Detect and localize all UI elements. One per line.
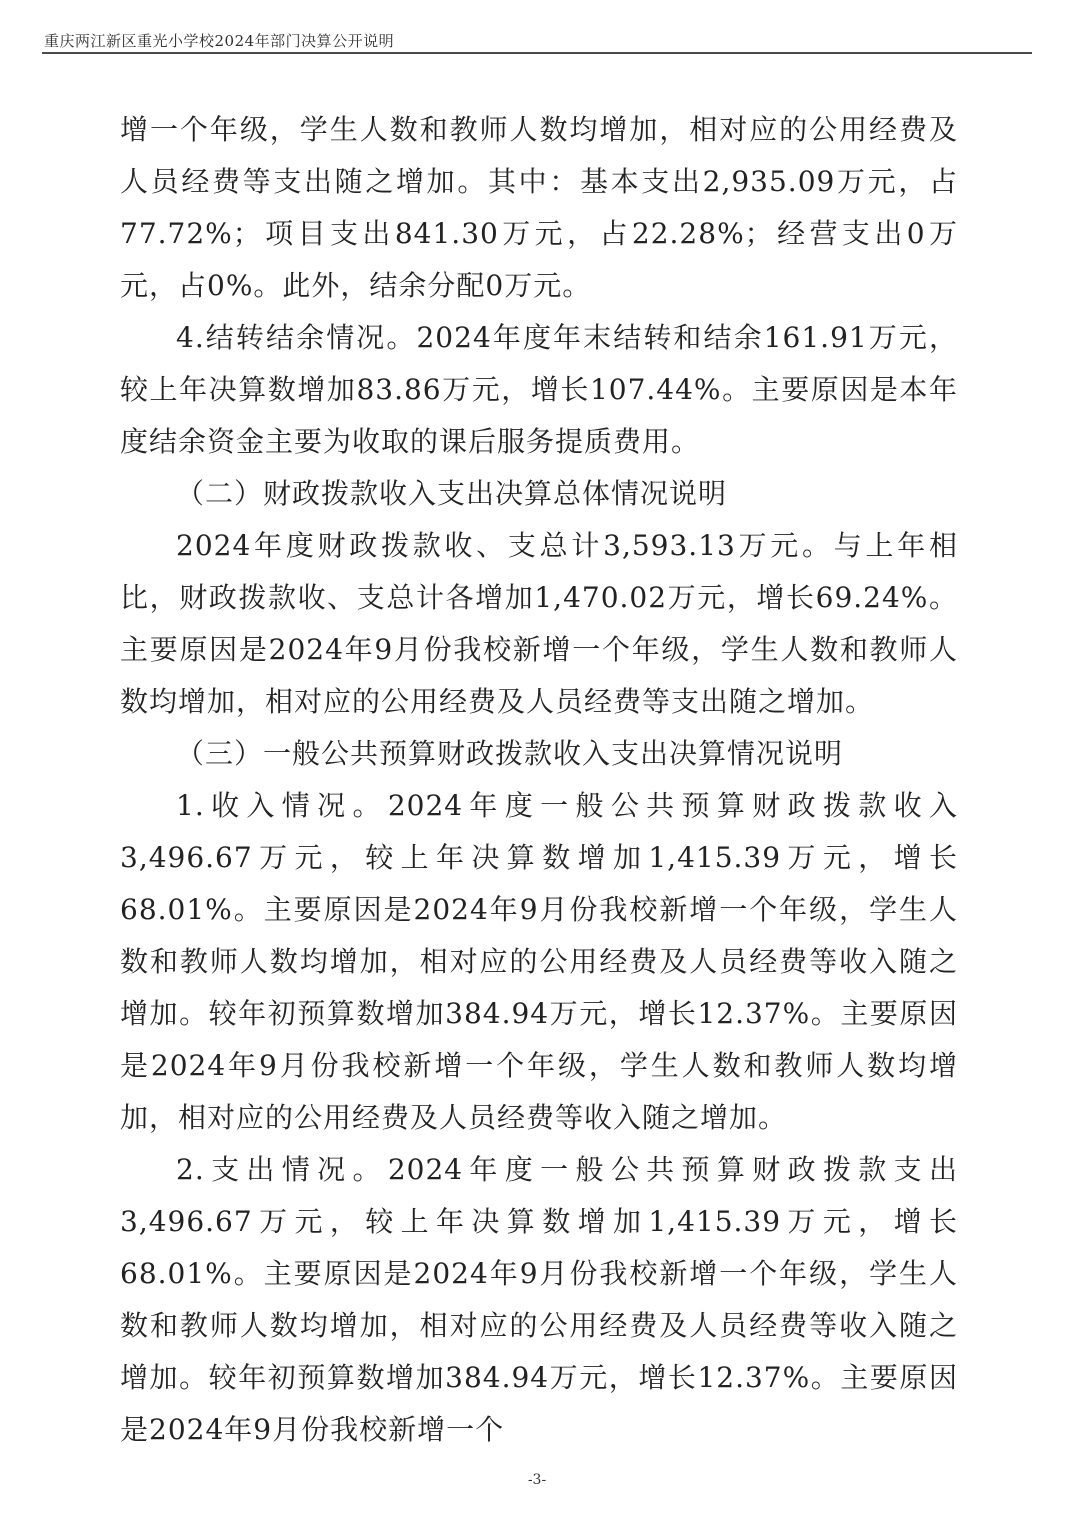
para-expenditure-situation: 2.支出情况。2024年度一般公共预算财政拨款支出3,496.67万元，较上年决算数增加1,415.39万元，增长68.01%。主要原因是2024年9月份我校新增一个年级，学生人数和教师人数均增加，相对应的公用经费及人员经费等收入随之增加。较年初预算数增加384.94万元，增长12.37%。主要原因是2024年9月份我校新增一个 xyxy=(120,1153,958,1446)
running-header-title: 重庆两江新区重光小学校2024年部门决算公开说明 xyxy=(44,32,395,50)
heading-section-3: （三）一般公共预算财政拨款收入支出决算情况说明 xyxy=(176,737,844,770)
para-carryforward-balance: 4.结转结余情况。2024年度年末结转和结余161.91万元，较上年决算数增加83.86万元，增长107.44%。主要原因是本年度结余资金主要为收取的课后服务提质费用。 xyxy=(120,321,958,458)
para-income-situation: 1.收入情况。2024年度一般公共预算财政拨款收入3,496.67万元，较上年决算数增加1,415.39万元，增长68.01%。主要原因是2024年9月份我校新增一个年级，学生人数和教师人数均增加，相对应的公用经费及人员经费等收入随之增加。较年初预算数增加384.94万元，增长12.37%。主要原因是2024年9月份我校新增一个年级，学生人数和教师人数均增加，相对应的公用经费及人员经费等收入随之增加。 xyxy=(120,789,958,1134)
page-number: -3- xyxy=(527,1472,547,1488)
para-fiscal-appropriation-total: 2024年度财政拨款收、支总计3,593.13万元。与上年相比，财政拨款收、支总计各增加1,470.02万元，增长69.24%。主要原因是2024年9月份我校新增一个年级，学生人数和教师人数均增加，相对应的公用经费及人员经费等支出随之增加。 xyxy=(120,529,958,718)
page-footer xyxy=(0,1472,1074,1488)
heading-section-2: （二）财政拨款收入支出决算总体情况说明 xyxy=(176,477,728,510)
header-divider xyxy=(42,52,1032,54)
page-header xyxy=(44,30,394,51)
para-expenditure-breakdown: 增一个年级，学生人数和教师人数均增加，相对应的公用经费及人员经费等支出随之增加。其中：基本支出2,935.09万元，占77.72%；项目支出841.30万元，占22.28%；经营支出0万元，占0%。此外，结余分配0万元。 xyxy=(120,113,958,302)
document-body xyxy=(120,104,958,1456)
